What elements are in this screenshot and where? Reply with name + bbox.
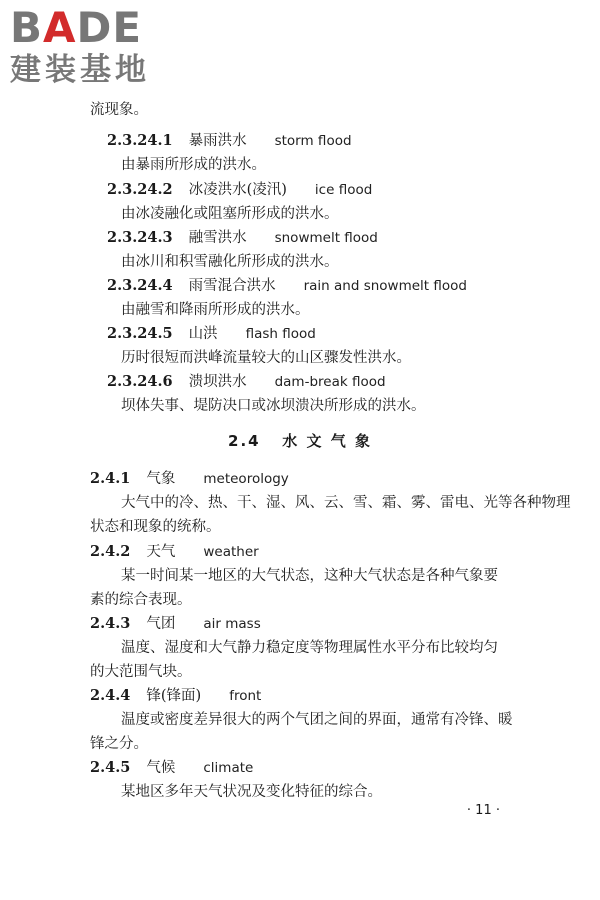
entry-term-line: 2.4.3 气团 air mass — [90, 615, 261, 632]
entry-definition: 某地区多年天气状况及变化特征的综合。 — [121, 784, 382, 800]
entry-definition: 历时很短而洪峰流量较大的山区骤发性洪水。 — [121, 350, 411, 366]
entry-definition: 由冰川和积雪融化所形成的洪水。 — [121, 254, 339, 270]
entry-definition: 大气中的冷、热、干、湿、风、云、雪、霜、雾、雷电、光等各种物理 — [121, 495, 571, 511]
entry-term-line: 2.3.24.3 融雪洪水 snowmelt flood — [107, 229, 378, 246]
entry-term-line: 2.3.24.4 雨雪混合洪水 rain and snowmelt flood — [107, 277, 467, 294]
entry-definition: 温度或密度差异很大的两个气团之间的界面，通常有冷锋、暖 — [121, 712, 513, 728]
entry-term-line: 2.4.2 天气 weather — [90, 543, 259, 560]
entry-definition: 的大范围气块。 — [90, 664, 192, 680]
entry-definition: 由冰凌融化或阻塞所形成的洪水。 — [121, 206, 339, 222]
logo-wordmark: BADE — [10, 3, 143, 52]
section-heading: 2.4 水 文 气 象 — [228, 432, 372, 450]
entry-term-line: 2.3.24.2 冰凌洪水(凌汛) ice flood — [107, 181, 373, 198]
page-number: · 11 · — [466, 803, 500, 818]
logo-subtitle: 建装基地 — [10, 52, 150, 88]
entry-term-line: 2.3.24.5 山洪 flash flood — [107, 325, 316, 342]
entry-definition: 坝体失事、堤防决口或冰坝溃决所形成的洪水。 — [121, 398, 426, 414]
entry-term-line: 2.4.5 气候 climate — [90, 759, 254, 776]
entry-definition: 温度、湿度和大气静力稳定度等物理属性水平分布比较均匀 — [121, 640, 498, 656]
logo — [10, 3, 175, 88]
entry-term-line: 2.3.24.6 溃坝洪水 dam-break flood — [107, 373, 386, 390]
entry-term-line: 2.4.4 锋(锋面) front — [90, 687, 262, 704]
continuation-text: 流现象。 — [90, 102, 148, 118]
entry-definition: 素的综合表现。 — [90, 592, 192, 608]
entry-definition: 由暴雨所形成的洪水。 — [121, 157, 266, 173]
entry-definition: 状态和现象的统称。 — [90, 519, 221, 535]
entry-term-line: 2.4.1 气象 meteorology — [90, 470, 289, 487]
entry-term-line: 2.3.24.1 暴雨洪水 storm flood — [107, 132, 352, 149]
entry-definition: 某一时间某一地区的大气状态，这种大气状态是各种气象要 — [121, 568, 498, 584]
entry-definition: 由融雪和降雨所形成的洪水。 — [121, 302, 310, 318]
entry-definition: 锋之分。 — [90, 736, 148, 752]
